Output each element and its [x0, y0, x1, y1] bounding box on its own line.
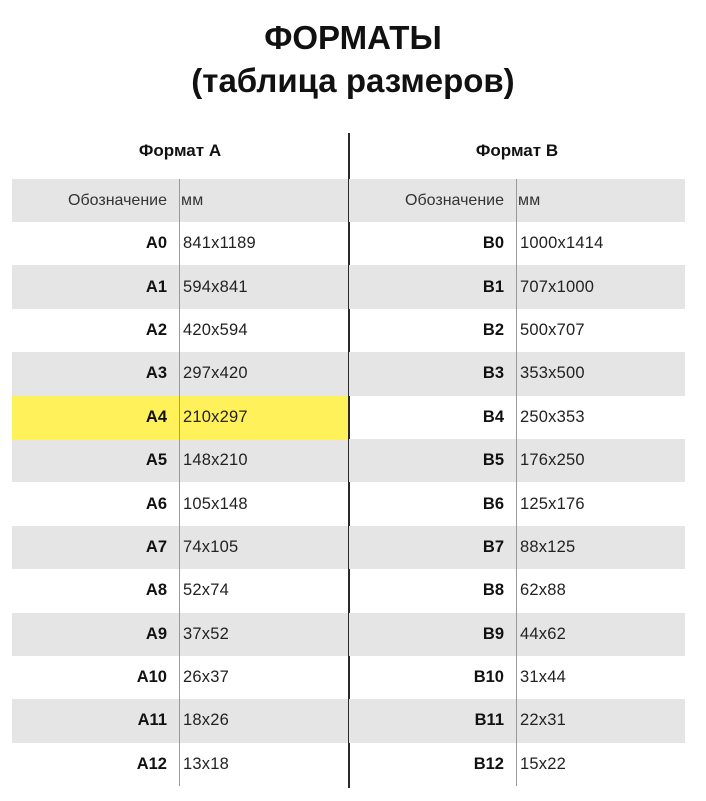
table-row	[12, 439, 348, 482]
table-row	[349, 265, 685, 308]
format-size: 420x594	[183, 320, 248, 339]
column-separator	[516, 309, 517, 352]
format-size: 1000x1414	[520, 234, 604, 253]
format-code: A1	[145, 277, 167, 296]
table-row	[349, 309, 685, 352]
column-separator	[516, 699, 517, 742]
format-code: B5	[482, 451, 504, 470]
format-size: 15x22	[520, 754, 566, 773]
column-separator	[179, 439, 180, 482]
column-separator	[179, 526, 180, 569]
format-code: B10	[473, 668, 504, 687]
format-a-table	[12, 133, 348, 786]
table-row	[349, 743, 685, 786]
format-code: B3	[482, 364, 504, 383]
format-code: A10	[136, 668, 167, 687]
mm-column-header: мм	[518, 191, 541, 209]
column-separator	[516, 569, 517, 612]
column-separator	[179, 179, 180, 222]
format-code: A2	[145, 320, 167, 339]
column-separator	[179, 743, 180, 786]
format-code: B12	[473, 754, 504, 773]
column-separator	[516, 482, 517, 525]
table-row	[349, 569, 685, 612]
format-size: 105x148	[183, 494, 248, 513]
table-row	[12, 569, 348, 612]
format-b-header-row	[349, 179, 685, 222]
column-separator	[179, 222, 180, 265]
format-code: A4	[145, 407, 167, 426]
column-separator	[516, 526, 517, 569]
column-separator	[179, 482, 180, 525]
table-row	[12, 309, 348, 352]
column-separator	[516, 352, 517, 395]
format-size: 88x125	[520, 537, 576, 556]
format-a-header-row	[12, 179, 348, 222]
table-row	[12, 699, 348, 742]
format-code: A9	[145, 624, 167, 643]
column-separator	[179, 309, 180, 352]
column-separator	[516, 439, 517, 482]
table-row	[12, 265, 348, 308]
table-row	[349, 439, 685, 482]
column-separator	[179, 656, 180, 699]
table-row	[349, 613, 685, 656]
table-row-highlighted	[12, 396, 348, 439]
table-row	[12, 352, 348, 395]
format-size: 26x37	[183, 668, 229, 687]
format-size: 594x841	[183, 277, 248, 296]
column-separator	[179, 352, 180, 395]
format-code: B6	[482, 494, 504, 513]
column-separator	[516, 656, 517, 699]
format-b-heading: Формат B	[475, 141, 559, 160]
format-size: 707x1000	[520, 277, 595, 296]
formats-tables	[12, 133, 685, 788]
title-line-2: (таблица размеров)	[191, 62, 515, 99]
column-separator	[179, 569, 180, 612]
format-size: 13x18	[183, 754, 229, 773]
format-code: B4	[482, 407, 504, 426]
format-code: A6	[145, 494, 167, 513]
format-code: B8	[482, 581, 504, 600]
table-row	[12, 526, 348, 569]
table-row	[349, 352, 685, 395]
format-size: 37x52	[183, 624, 229, 643]
format-size: 841x1189	[183, 234, 256, 253]
format-size: 74x105	[183, 537, 239, 556]
column-separator	[516, 613, 517, 656]
format-code: B2	[482, 320, 504, 339]
format-size: 297x420	[183, 364, 248, 383]
format-size: 52x74	[183, 581, 229, 600]
column-separator	[179, 699, 180, 742]
format-code: A7	[145, 537, 167, 556]
format-size: 250x353	[520, 407, 585, 426]
table-row	[349, 656, 685, 699]
mm-column-header: мм	[181, 191, 204, 209]
format-size: 210x297	[183, 407, 248, 426]
column-separator	[179, 396, 180, 439]
format-size: 18x26	[183, 711, 229, 730]
column-separator	[516, 265, 517, 308]
table-row	[12, 222, 348, 265]
designation-column-header: Обозначение	[68, 191, 167, 209]
format-code: B11	[474, 711, 504, 730]
column-separator	[179, 613, 180, 656]
table-row	[349, 526, 685, 569]
format-b-table	[349, 133, 685, 786]
format-size: 62x88	[520, 581, 566, 600]
table-row	[349, 222, 685, 265]
format-code: B1	[482, 277, 504, 296]
format-code: A8	[145, 581, 167, 600]
format-code: A5	[145, 451, 167, 470]
format-code: B0	[482, 234, 504, 253]
format-size: 22x31	[520, 711, 566, 730]
table-row	[12, 482, 348, 525]
designation-column-header: Обозначение	[405, 191, 504, 209]
format-a-heading: Формат А	[138, 141, 222, 160]
table-row	[12, 656, 348, 699]
page-title	[0, 16, 706, 102]
table-row	[349, 396, 685, 439]
table-row	[349, 482, 685, 525]
title-line-1: ФОРМАТЫ	[264, 19, 442, 56]
format-size: 500x707	[520, 320, 585, 339]
format-code: B7	[482, 537, 504, 556]
column-separator	[179, 265, 180, 308]
format-code: A3	[145, 364, 167, 383]
format-size: 176x250	[520, 451, 585, 470]
column-separator	[516, 179, 517, 222]
format-size: 353x500	[520, 364, 585, 383]
table-row	[349, 699, 685, 742]
format-size: 148x210	[183, 451, 248, 470]
format-size: 125x176	[520, 494, 585, 513]
column-separator	[516, 743, 517, 786]
format-code: A11	[137, 711, 167, 730]
format-code: B9	[482, 624, 504, 643]
format-size: 31x44	[520, 668, 566, 687]
table-row	[12, 613, 348, 656]
column-separator	[516, 222, 517, 265]
column-separator	[516, 396, 517, 439]
format-code: A0	[145, 234, 167, 253]
format-code: A12	[136, 754, 167, 773]
table-row	[12, 743, 348, 786]
format-size: 44x62	[520, 624, 566, 643]
